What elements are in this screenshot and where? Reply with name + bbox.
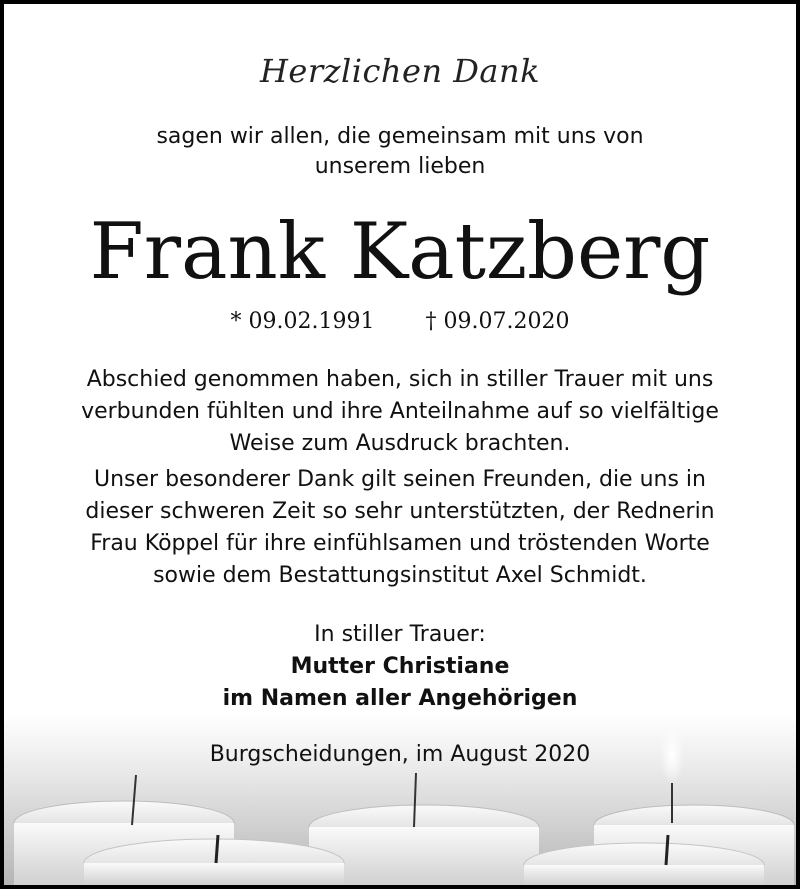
intro-line: unserem lieben bbox=[314, 154, 486, 179]
paragraph-farewell bbox=[34, 364, 766, 460]
intro-text bbox=[4, 122, 796, 182]
paragraph-special-thanks bbox=[34, 464, 766, 592]
text-line: Abschied genommen haben, sich in stiller Trauer mit uns bbox=[86, 367, 714, 392]
birth-date: * 09.02.1991 bbox=[230, 309, 375, 334]
death-date: † 09.07.2020 bbox=[425, 309, 570, 334]
place-and-date: Burgscheidungen, im August 2020 bbox=[209, 742, 591, 767]
signature-intro: In stiller Trauer: bbox=[314, 622, 486, 647]
headline: Herzlichen Dank bbox=[260, 52, 540, 90]
intro-line: sagen wir allen, die gemeinsam mit uns von bbox=[156, 124, 644, 149]
text-line: verbunden fühlten und ihre Anteilnahme auf so vielfältige bbox=[81, 399, 719, 424]
text-line: Weise zum Ausdruck brachten. bbox=[229, 431, 571, 456]
text-line: Frau Köppel für ihre einfühlsamen und tröstenden Worte bbox=[90, 531, 710, 556]
signature-relatives: im Namen aller Angehörigen bbox=[222, 686, 578, 711]
life-dates bbox=[4, 305, 796, 339]
thanks-text bbox=[34, 364, 766, 592]
deceased-name: Frank Katzberg bbox=[89, 207, 711, 297]
signature-name: Mutter Christiane bbox=[290, 654, 510, 679]
text-line: Unser besonderer Dank gilt seinen Freunden, die uns in bbox=[94, 467, 706, 492]
text-line: dieser schweren Zeit so sehr unterstützten, der Rednerin bbox=[85, 499, 715, 524]
signature-block bbox=[4, 619, 796, 715]
text-line: sowie dem Bestattungsinstitut Axel Schmidt. bbox=[153, 563, 647, 588]
